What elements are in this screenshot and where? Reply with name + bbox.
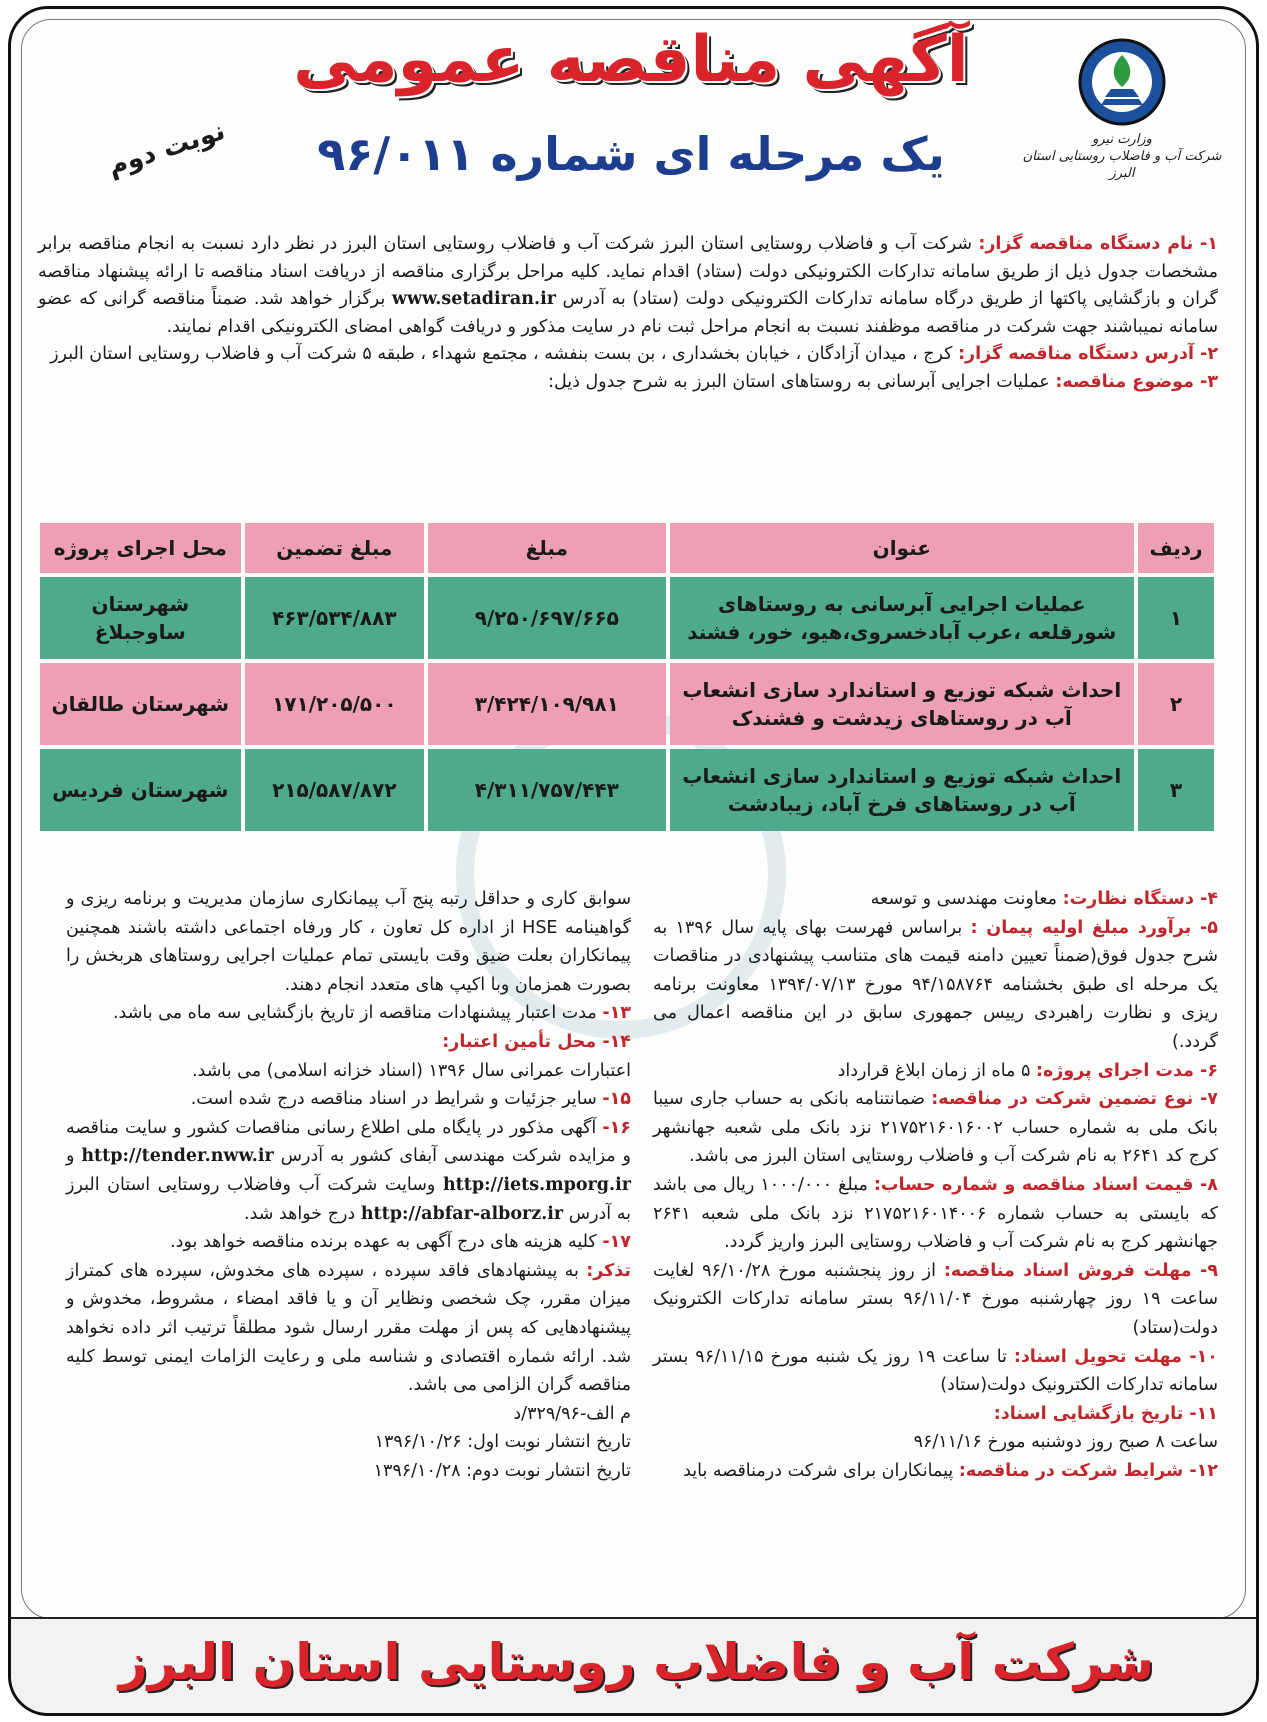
s7-value: ضمانتنامه بانکی به حساب جاری سیبا بانک ملی به شماره حساب ۲۱۷۵۲۱۶۰۱۶۰۰۲ نزد بانک ملی شعبه جهانشهر کرج کد ۲۶۴۱ به نام شرکت آب و فاضلاب روستایی استان البرز می باشد. (653, 1089, 1219, 1167)
publish-date-second: تاریخ انتشار نوبت دوم: ۱۳۹۶/۱۰/۲۸ (373, 1460, 631, 1481)
s8-value: مبلغ ۱۰۰۰/۰۰۰ ریال می باشد که بایستی به حساب شماره ۲۱۷۵۲۱۶۰۱۴۰۰۶ نزد بانک ملی شعبه ۲۶۴۱ جهانشهر کرج به نام شرکت آب و فاضلاب روستایی البرز واریز گردد. (653, 1174, 1218, 1253)
s13-label: ۱۳- (602, 1003, 631, 1024)
cell-guarantee: ۴۶۳/۵۳۴/۸۸۳ (245, 577, 424, 659)
cell-place: شهرستان ساوجبلاغ (40, 577, 241, 659)
s12-cont: سوابق کاری و حداقل رتبه پنج آب پیمانکاری سازمان مدیریت و برنامه ریزی و گواهینامه HSE از اداره کل تعاون ، کار ورفاه اجتماعی داشته باشند همچنین پیمانکاران بعلت ضیق وقت بایستی تمام عملیات اجرایی روستاهای هربخش را بصورت همزمان وبا اکیپ های متعدد انجام دهند. (66, 889, 631, 995)
iets-mporg-link[interactable]: http://iets.mporg.ir (442, 1174, 631, 1195)
tender-nww-link[interactable]: http://tender.nww.ir (81, 1146, 274, 1167)
header-amount: مبلغ (428, 523, 666, 573)
s7-label: ۷- نوع تضمین شرکت در مناقصه: (931, 1089, 1218, 1110)
right-column (653, 885, 1218, 1485)
section-4 (653, 885, 1218, 914)
s15-value: سایر جزئیات و شرایط در اسناد مناقصه درج شده است. (190, 1089, 597, 1110)
s16-value-b: وسایت شرکت آب وفاضلاب روستایی استان البرز به آدرس (66, 1174, 631, 1224)
s4-value: معاونت مهندسی و توسعه (870, 889, 1058, 909)
s6-label: ۶- مدت اجرای پروژه: (1035, 1060, 1218, 1081)
s17-value: کلیه هزینه های درج آگهی به عهده برنده مناقصه خواهد بود. (170, 1232, 597, 1253)
s5-value: براساس فهرست بهای پایه سال ۱۳۹۶ به شرح جدول فوق(ضمناً تعیین دامنه قیمت های متناسب پیشنهادی در مناقصات یک مرحله ای طبق بخشنامه ۹۴/۱۵۸۷۶۴ مورخ ۱۳۹۴/۰۷/۱۳ معاونت برنامه ریزی و نظارت راهبردی رییس جمهوری سابق در این مناقصه اعمال می گردد.) (653, 917, 1218, 1052)
s17-label: ۱۷- (602, 1232, 631, 1253)
s2-value: کرج ، میدان آزادگان ، خیابان بخشداری ، بن بست بنفشه ، مجتمع شهداء ، طبقه ۵ شرکت آب و فاضلاب روستایی استان البرز (50, 344, 953, 364)
s13-value: مدت اعتبار پیشنهادات مناقصه از تاریخ بازگشایی سه ماه می باشد. (112, 1003, 597, 1024)
s1-label: ۱- نام دستگاه مناقصه گزار: (978, 234, 1218, 254)
s12-value: پیمانکاران برای شرکت درمناقصه باید (683, 1460, 954, 1481)
header-place: محل اجرای پروژه (40, 523, 241, 573)
table-row (40, 749, 1214, 831)
section-7 (653, 1085, 1218, 1171)
s16-label: ۱۶- (602, 1117, 631, 1138)
s3-value: عملیات اجرایی آبرسانی به روستاهای استان البرز به شرح جدول ذیل: (548, 371, 1050, 392)
header-row-number: ردیف (1138, 523, 1214, 573)
s4-label: ۴- دستگاه نظارت: (1062, 889, 1218, 909)
s1-text-a: شرکت آب و فاضلاب روستایی استان البرز در نظر دارد نسبت به انجام مناقصه برابر مشخصات جدول ذیل از طریق سامانه تدارکات الکترونیکی دولت (ستاد) اقدام نماید. کلیه مراحل برگزاری مناقصه از دریافت اسناد مناقصه تا ارائه پیشنهاد مناقصه گران و بازگشایی پاکتها از طریق درگاه سامانه تدارکات الکترونیکی دولت (ستاد) به آدرس (38, 234, 1218, 309)
cell-place: شهرستان طالقان (40, 663, 241, 745)
ministry-name: وزارت نیرو (1092, 132, 1152, 147)
sub-title: یک مرحله ای شماره ۹۶/۰۱۱ (317, 127, 945, 181)
header-guarantee: مبلغ تضمین (245, 523, 424, 573)
table-row (40, 577, 1214, 659)
s3-label: ۳- موضوع مناقصه: (1055, 371, 1218, 392)
section-9 (653, 1257, 1218, 1343)
cell-guarantee: ۲۱۵/۵۸۷/۸۷۲ (245, 749, 424, 831)
section-17 (66, 1228, 631, 1257)
cell-row-number: ۱ (1138, 577, 1214, 659)
tender-notice-page (8, 6, 1259, 1716)
s10-value: تا ساعت ۱۹ روز یک شنبه مورخ ۹۶/۱۱/۱۵ بستر سامانه تدارکات الکترونیک دولت(ستاد) (653, 1346, 1218, 1396)
section-16 (66, 1114, 631, 1228)
s6-value: ۵ ماه از زمان ابلاغ قرارداد (837, 1060, 1031, 1081)
cell-title: عملیات اجرایی آبرسانی به روستاهای شورقلعه ،عرب آبادخسروی،هیو، خور، فشند (670, 577, 1134, 659)
section-12 (653, 1457, 1218, 1486)
footer-company-name: شرکت آب و فاضلاب روستایی استان البرز (118, 1633, 1155, 1691)
s1-text-b: برگزار خواهد شد. ضمناً مناقصه گرانی که عضو سامانه نمیباشند جهت شرکت در مناقصه موظفند نسبت به انجام مراحل ثبت نام در سایت مذکور و دریافت گواهی امضای الکترونیکی اقدام نمایند. (38, 289, 1218, 337)
s12-label: ۱۲- شرایط شرکت در مناقصه: (958, 1460, 1218, 1481)
s9-label: ۹- مهلت فروش اسناد مناقصه: (943, 1260, 1218, 1281)
tender-table (36, 519, 1218, 835)
section-3 (38, 369, 1218, 397)
cell-title: احداث شبکه توزیع و استاندارد سازی انشعاب آب در روستاهای فرخ آباد، زیبادشت (670, 749, 1134, 831)
s11-label: ۱۱- تاریخ بازگشایی اسناد: (993, 1403, 1218, 1424)
header-title: عنوان (670, 523, 1134, 573)
s14-value: اعتبارات عمرانی سال ۱۳۹۶ (اسناد خزانه اسلامی) می باشد. (191, 1060, 631, 1081)
section-15 (66, 1085, 631, 1114)
abfar-alborz-link[interactable]: http://abfar-alborz.ir (360, 1203, 564, 1224)
note-section (66, 1257, 631, 1400)
main-title: آگهی مناقصه عمومی (293, 23, 969, 97)
org-caption (1022, 131, 1222, 182)
s9-value: از روز پنجشنبه مورخ ۹۶/۱۰/۲۸ لغایت ساعت ۱۹ روز چهارشنبه مورخ ۹۶/۱۱/۰۴ بستر سامانه تدارکات الکترونیک دولت(ستاد) (653, 1260, 1218, 1338)
note-value: به پیشنهادهای فاقد سپرده ، سپرده های مخدوش، سپرده های کمتراز میزان مقرر، چک شخصی ونظایر آن و یا فاقد امضاء ، مشروط، مخدوش و پیشنهادهایی که پس از مهلت مقرر ارسال شود مطلقاً ترتیب اثر داده نخواهد شد. ارائه شماره اقتصادی و شناسه ملی و رعایت الزامات ایمنی توسط کلیه مناقصه گران الزامی می باشد. (66, 1260, 631, 1396)
header (11, 9, 1259, 224)
section-6 (653, 1057, 1218, 1086)
cell-place: شهرستان فردیس (40, 749, 241, 831)
section-1 (38, 231, 1218, 341)
setadiran-link[interactable]: www.setadiran.ir (391, 289, 556, 309)
table-row (40, 663, 1214, 745)
turn-badge: نوبت دوم (104, 116, 229, 182)
s8-label: ۸- قیمت اسناد مناقصه و شماره حساب: (873, 1174, 1218, 1195)
s10-label: ۱۰- مهلت تحویل اسناد: (1013, 1346, 1218, 1367)
note-label: تذکر: (586, 1260, 631, 1281)
s1-value: شرکت آب و فاضلاب روستایی استان البرز (660, 234, 973, 254)
section-5 (653, 914, 1218, 1057)
cell-guarantee: ۱۷۱/۲۰۵/۵۰۰ (245, 663, 424, 745)
left-column (66, 885, 631, 1485)
cell-amount: ۳/۴۲۴/۱۰۹/۹۸۱ (428, 663, 666, 745)
cell-amount: ۴/۳۱۱/۷۵۷/۴۴۳ (428, 749, 666, 831)
s16-value-a: آگهی مذکور در پایگاه ملی اطلاع رسانی مناقصات کشور و سایت مناقصه و مزایده شرکت مهندسی آبفای کشور به آدرس (66, 1117, 631, 1167)
section-12-continued (66, 885, 631, 999)
cell-title: احداث شبکه توزیع و استاندارد سازی انشعاب آب در روستاهای زیدشت و فشندک (670, 663, 1134, 745)
section-13 (66, 999, 631, 1028)
publish-date-first: تاریخ انتشار نوبت اول: ۱۳۹۶/۱۰/۲۶ (374, 1432, 631, 1453)
intro-section (38, 231, 1218, 396)
company-logo-icon (1077, 37, 1167, 127)
reference-number: م الف-۳۲۹/۹۶/د (513, 1403, 631, 1424)
s15-label: ۱۵- (602, 1089, 631, 1110)
s11-value: ساعت ۸ صبح روز دوشنبه مورخ ۹۶/۱۱/۱۶ (913, 1432, 1218, 1453)
section-10 (653, 1343, 1218, 1400)
section-2 (38, 341, 1218, 369)
s2-label: ۲- آدرس دستگاه مناقصه گزار: (958, 344, 1218, 364)
cell-amount: ۹/۲۵۰/۶۹۷/۶۶۵ (428, 577, 666, 659)
s5-label: ۵- برآورد مبلغ اولیه پیمان : (970, 917, 1218, 938)
s16-value-c: درج خواهد شد. (244, 1203, 356, 1224)
footer-bar (11, 1617, 1259, 1713)
section-11 (653, 1400, 1218, 1457)
cell-row-number: ۳ (1138, 749, 1214, 831)
table-header-row (40, 523, 1214, 573)
section-14 (66, 1028, 631, 1085)
cell-row-number: ۲ (1138, 663, 1214, 745)
s16-and: و (66, 1146, 75, 1167)
section-8 (653, 1171, 1218, 1257)
org-name: شرکت آب و فاضلاب روستایی استان البرز (1022, 149, 1222, 181)
s14-label: ۱۴- محل تأمین اعتبار: (442, 1031, 631, 1052)
